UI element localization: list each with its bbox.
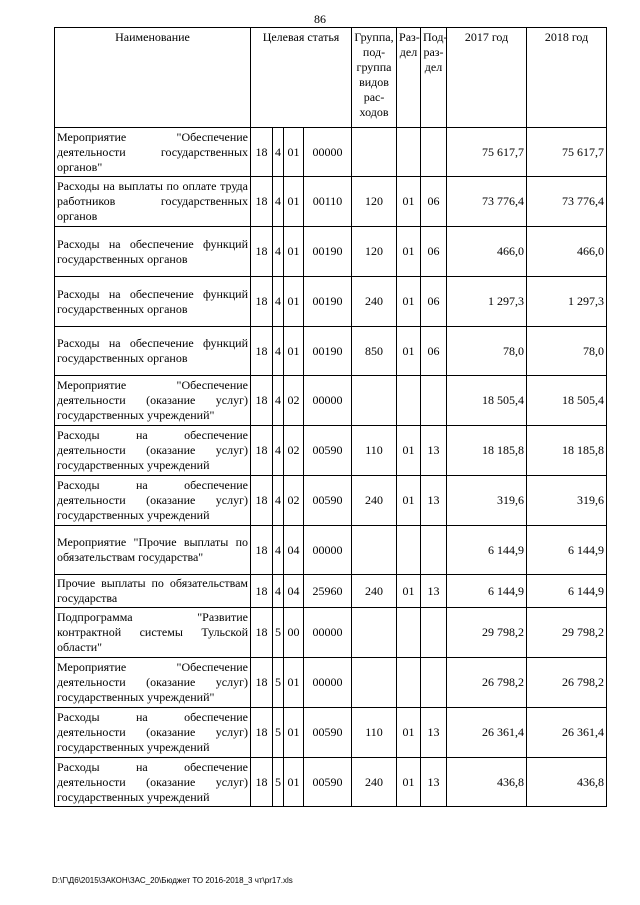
amount-2018: 29 798,2	[527, 608, 607, 658]
amount-2018: 26 798,2	[527, 658, 607, 708]
amount-2017: 436,8	[447, 758, 527, 807]
expense-group	[352, 376, 397, 426]
expense-group: 850	[352, 327, 397, 376]
amount-2017: 73 776,4	[447, 177, 527, 227]
amount-2018: 1 297,3	[527, 277, 607, 327]
target-code-program: 18	[251, 575, 273, 608]
subsection-code	[421, 526, 447, 575]
target-code-program: 18	[251, 608, 273, 658]
target-code-subprogram: 4	[273, 327, 284, 376]
amount-2017: 26 361,4	[447, 708, 527, 758]
target-code-program: 18	[251, 476, 273, 526]
amount-2018: 26 361,4	[527, 708, 607, 758]
target-code-program: 18	[251, 526, 273, 575]
target-code-activity: 01	[284, 177, 304, 227]
row-name: Расходы на обеспечение деятельности (оказание услуг) государственных учреждений	[55, 708, 251, 758]
target-code-activity: 01	[284, 277, 304, 327]
expense-group	[352, 526, 397, 575]
header-section: Раз- дел	[397, 28, 421, 128]
section-code: 01	[397, 277, 421, 327]
subsection-code: 13	[421, 476, 447, 526]
table-row	[55, 277, 607, 327]
row-name: Подпрограмма "Развитие контрактной системы Тульской области"	[55, 608, 251, 658]
target-code-subprogram: 5	[273, 658, 284, 708]
row-name: Расходы на обеспечение функций государственных органов	[55, 227, 251, 277]
amount-2018: 18 185,8	[527, 426, 607, 476]
section-code: 01	[397, 476, 421, 526]
subsection-code	[421, 128, 447, 177]
amount-2018: 75 617,7	[527, 128, 607, 177]
subsection-code: 06	[421, 227, 447, 277]
amount-2018: 466,0	[527, 227, 607, 277]
header-2018: 2018 год	[527, 28, 607, 128]
table-row	[55, 526, 607, 575]
table-row	[55, 708, 607, 758]
subsection-code: 06	[421, 327, 447, 376]
amount-2017: 466,0	[447, 227, 527, 277]
amount-2017: 75 617,7	[447, 128, 527, 177]
expense-group: 110	[352, 708, 397, 758]
subsection-code: 13	[421, 426, 447, 476]
target-code-direction: 00590	[304, 708, 352, 758]
target-code-subprogram: 4	[273, 277, 284, 327]
target-code-direction: 00000	[304, 608, 352, 658]
subsection-code: 13	[421, 575, 447, 608]
target-code-program: 18	[251, 708, 273, 758]
subsection-code: 06	[421, 277, 447, 327]
target-code-direction: 00590	[304, 476, 352, 526]
header-2017: 2017 год	[447, 28, 527, 128]
amount-2018: 73 776,4	[527, 177, 607, 227]
table-row	[55, 128, 607, 177]
expense-group: 240	[352, 575, 397, 608]
file-path-footer: D:\Г\Д6\2015\ЗАКОН\ЗАС_20\Бюджет ТО 2016-2018_3 чт\pr17.xls	[52, 876, 293, 885]
target-code-program: 18	[251, 227, 273, 277]
target-code-program: 18	[251, 128, 273, 177]
row-name: Расходы на обеспечение деятельности (оказание услуг) государственных учреждений	[55, 758, 251, 807]
target-code-direction: 00590	[304, 426, 352, 476]
section-code: 01	[397, 227, 421, 277]
target-code-subprogram: 5	[273, 608, 284, 658]
target-code-program: 18	[251, 758, 273, 807]
target-code-activity: 01	[284, 327, 304, 376]
target-code-activity: 04	[284, 526, 304, 575]
target-code-program: 18	[251, 376, 273, 426]
row-name: Мероприятие "Обеспечение деятельности (оказание услуг) государственных учреждений"	[55, 658, 251, 708]
target-code-subprogram: 4	[273, 575, 284, 608]
amount-2017: 6 144,9	[447, 575, 527, 608]
target-code-subprogram: 4	[273, 476, 284, 526]
row-name: Мероприятие "Прочие выплаты по обязательствам государства"	[55, 526, 251, 575]
header-subsection: Под- раз- дел	[421, 28, 447, 128]
target-code-activity: 01	[284, 128, 304, 177]
expense-group: 240	[352, 758, 397, 807]
subsection-code	[421, 376, 447, 426]
expense-group: 120	[352, 227, 397, 277]
row-name: Расходы на выплаты по оплате труда работников государственных органов	[55, 177, 251, 227]
expense-group	[352, 658, 397, 708]
row-name: Прочие выплаты по обязательствам государства	[55, 575, 251, 608]
amount-2018: 319,6	[527, 476, 607, 526]
section-code: 01	[397, 327, 421, 376]
table-row	[55, 575, 607, 608]
target-code-subprogram: 4	[273, 426, 284, 476]
target-code-activity: 02	[284, 376, 304, 426]
page-number: 86	[314, 12, 326, 26]
row-name: Расходы на обеспечение функций государственных органов	[55, 277, 251, 327]
table-row	[55, 758, 607, 807]
target-code-direction: 00190	[304, 227, 352, 277]
amount-2017: 29 798,2	[447, 608, 527, 658]
target-code-activity: 00	[284, 608, 304, 658]
target-code-activity: 02	[284, 426, 304, 476]
table-row	[55, 327, 607, 376]
row-name: Расходы на обеспечение деятельности (оказание услуг) государственных учреждений	[55, 426, 251, 476]
amount-2017: 18 185,8	[447, 426, 527, 476]
subsection-code: 13	[421, 758, 447, 807]
target-code-direction: 00000	[304, 376, 352, 426]
target-code-direction: 00000	[304, 658, 352, 708]
table-row	[55, 608, 607, 658]
amount-2018: 18 505,4	[527, 376, 607, 426]
target-code-activity: 01	[284, 758, 304, 807]
target-code-activity: 04	[284, 575, 304, 608]
header-target: Целевая статья	[251, 28, 352, 128]
amount-2017: 1 297,3	[447, 277, 527, 327]
target-code-program: 18	[251, 327, 273, 376]
amount-2017: 78,0	[447, 327, 527, 376]
header-group: Группа, под- группа видов рас- ходов	[352, 28, 397, 128]
target-code-direction: 00000	[304, 128, 352, 177]
section-code	[397, 658, 421, 708]
expense-group	[352, 608, 397, 658]
table-row	[55, 177, 607, 227]
subsection-code: 06	[421, 177, 447, 227]
section-code: 01	[397, 575, 421, 608]
section-code: 01	[397, 426, 421, 476]
table-body	[55, 128, 607, 807]
amount-2017: 18 505,4	[447, 376, 527, 426]
amount-2017: 26 798,2	[447, 658, 527, 708]
target-code-activity: 02	[284, 476, 304, 526]
target-code-direction: 00590	[304, 758, 352, 807]
row-name: Мероприятие "Обеспечение деятельности (оказание услуг) государственных учреждений"	[55, 376, 251, 426]
target-code-subprogram: 5	[273, 758, 284, 807]
row-name: Расходы на обеспечение функций государственных органов	[55, 327, 251, 376]
section-code: 01	[397, 758, 421, 807]
table-row	[55, 426, 607, 476]
target-code-activity: 01	[284, 658, 304, 708]
expense-group: 240	[352, 277, 397, 327]
target-code-subprogram: 5	[273, 708, 284, 758]
section-code: 01	[397, 708, 421, 758]
section-code	[397, 128, 421, 177]
subsection-code: 13	[421, 708, 447, 758]
amount-2018: 78,0	[527, 327, 607, 376]
section-code	[397, 526, 421, 575]
header-row	[55, 28, 607, 128]
expense-group	[352, 128, 397, 177]
subsection-code	[421, 658, 447, 708]
budget-table	[54, 27, 607, 807]
amount-2018: 436,8	[527, 758, 607, 807]
header-name: Наименование	[55, 28, 251, 128]
target-code-direction: 00110	[304, 177, 352, 227]
target-code-program: 18	[251, 658, 273, 708]
section-code: 01	[397, 177, 421, 227]
target-code-subprogram: 4	[273, 177, 284, 227]
target-code-activity: 01	[284, 227, 304, 277]
subsection-code	[421, 608, 447, 658]
table-row	[55, 658, 607, 708]
section-code	[397, 608, 421, 658]
target-code-direction: 25960	[304, 575, 352, 608]
expense-group: 110	[352, 426, 397, 476]
row-name: Расходы на обеспечение деятельности (оказание услуг) государственных учреждений	[55, 476, 251, 526]
target-code-direction: 00190	[304, 277, 352, 327]
target-code-activity: 01	[284, 708, 304, 758]
target-code-program: 18	[251, 177, 273, 227]
expense-group: 120	[352, 177, 397, 227]
target-code-subprogram: 4	[273, 227, 284, 277]
amount-2018: 6 144,9	[527, 575, 607, 608]
target-code-subprogram: 4	[273, 376, 284, 426]
amount-2017: 6 144,9	[447, 526, 527, 575]
target-code-direction: 00000	[304, 526, 352, 575]
target-code-subprogram: 4	[273, 526, 284, 575]
target-code-subprogram: 4	[273, 128, 284, 177]
amount-2018: 6 144,9	[527, 526, 607, 575]
amount-2017: 319,6	[447, 476, 527, 526]
table-row	[55, 376, 607, 426]
table-row	[55, 227, 607, 277]
table-row	[55, 476, 607, 526]
expense-group: 240	[352, 476, 397, 526]
target-code-program: 18	[251, 277, 273, 327]
target-code-direction: 00190	[304, 327, 352, 376]
row-name: Мероприятие "Обеспечение деятельности государственных органов"	[55, 128, 251, 177]
target-code-program: 18	[251, 426, 273, 476]
section-code	[397, 376, 421, 426]
